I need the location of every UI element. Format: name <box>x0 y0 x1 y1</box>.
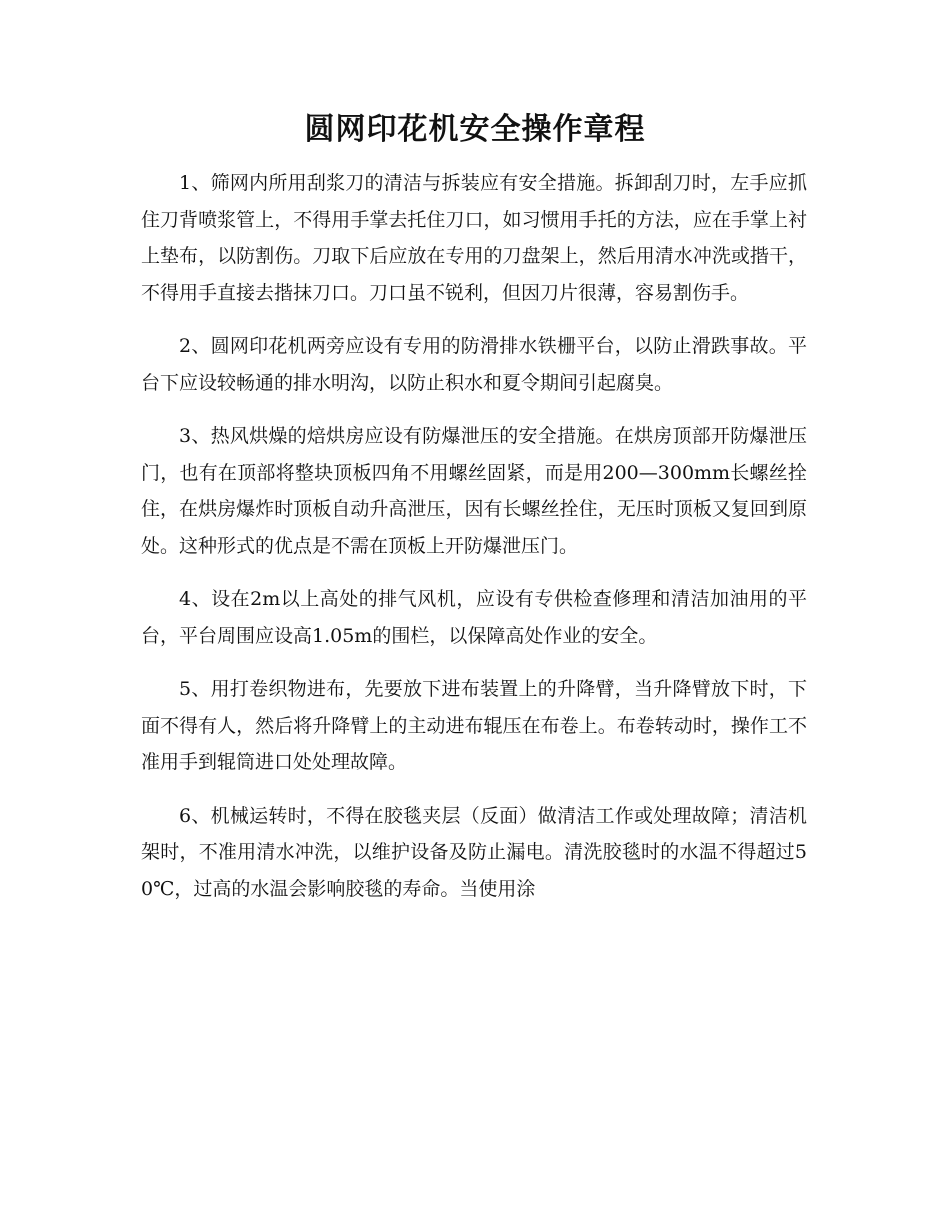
document-title: 圆网印花机安全操作章程 <box>304 112 646 147</box>
paragraph-5: 5、用打卷织物进布，先要放下进布装置上的升降臂，当升降臂放下时，下面不得有人，然后将升降臂上的主动进布辊压在布卷上。布卷转动时，操作工不准用手到辊筒进口处处理故障。 <box>141 678 807 773</box>
paragraph-1: 1、筛网内所用刮浆刀的清洁与拆装应有安全措施。拆卸刮刀时，左手应抓住刀背喷浆管上，不得用手掌去托住刀口，如习惯用手托的方法，应在手掌上衬上垫布，以防割伤。刀取下后应放在专用的刀盘架上，然后用清水冲洗或揩干，不得用手直接去揩抹刀口。刀口虽不锐利，但因刀片很薄，容易割伤手。 <box>141 172 807 304</box>
paragraph-2: 2、圆网印花机两旁应设有专用的防滑排水铁栅平台，以防止滑跌事故。平台下应设较畅通的排水明沟，以防止积水和夏令期间引起腐臭。 <box>141 335 807 394</box>
paragraph-4: 4、设在2m以上高处的排气风机，应设有专供检查修理和清洁加油用的平台，平台周围应设高1.05m的围栏，以保障高处作业的安全。 <box>141 588 807 647</box>
paragraph-3: 3、热风烘燥的焙烘房应设有防爆泄压的安全措施。在烘房顶部开防爆泄压门，也有在顶部将整块顶板四角不用螺丝固紧，而是用200—300mm长螺丝拴住，在烘房爆炸时顶板自动升高泄压，因有长螺丝拴住，无压时顶板又复回到原处。这种形式的优点是不需在顶板上开防爆泄压门。 <box>141 425 807 557</box>
document-body <box>141 165 807 924</box>
paragraph-6: 6、机械运转时，不得在胶毯夹层（反面）做清洁工作或处理故障；清洁机架时，不准用清水冲洗，以维护设备及防止漏电。清洗胶毯时的水温不得超过50℃，过高的水温会影响胶毯的寿命。当使用涂 <box>141 804 807 900</box>
